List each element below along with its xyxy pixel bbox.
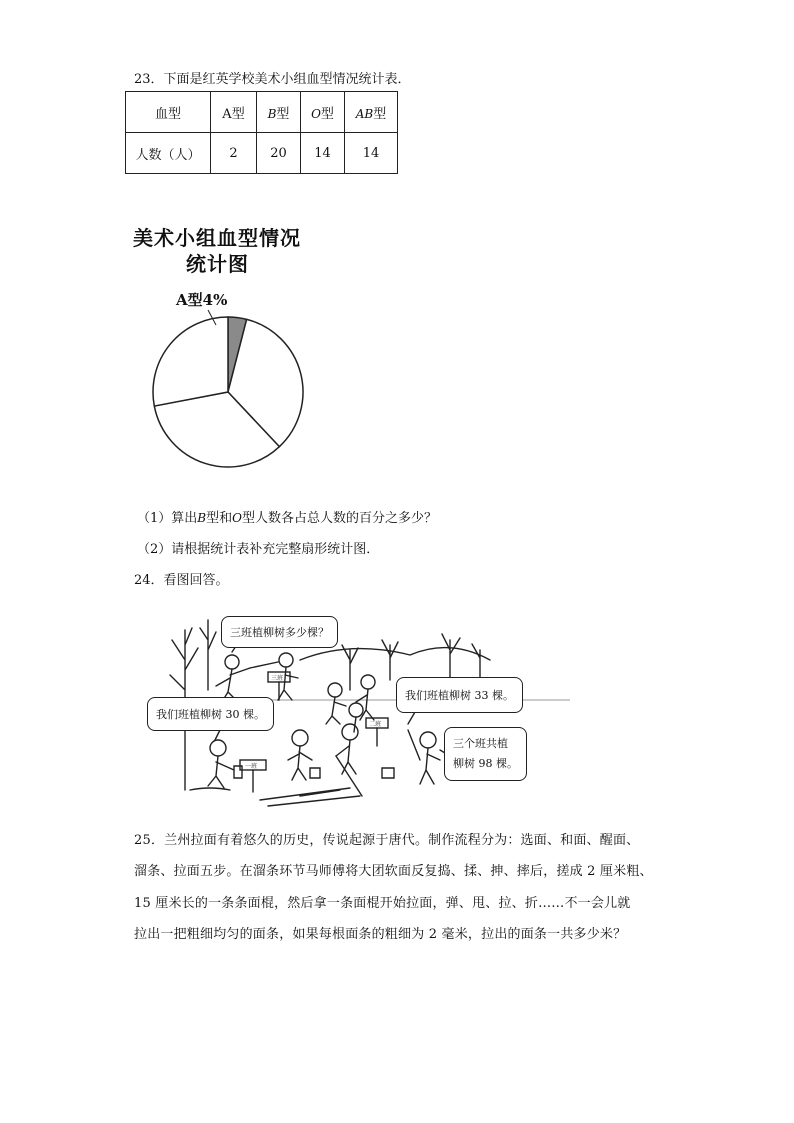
person-body (354, 717, 356, 732)
bubble-pointer (215, 730, 220, 740)
bucket-icon (382, 768, 394, 778)
table-row-label: 人数（人） (126, 133, 211, 174)
table-header-ab (345, 92, 398, 133)
shovel-icon (408, 730, 420, 760)
table-cell: 2 (211, 133, 257, 174)
person-head (420, 732, 436, 748)
pie-slice-label: A型4% (176, 291, 228, 309)
type-suffix: 型 (276, 106, 290, 122)
type-letter: AB (355, 106, 374, 121)
type-suffix: 型 (373, 106, 387, 122)
person-head (225, 655, 239, 669)
sub1-o-letter: O (232, 511, 242, 525)
type-letter: B (267, 106, 277, 121)
person-body (326, 697, 346, 724)
sub1-part: （1）算出 (137, 511, 198, 526)
speech-bubble-left: 我们班植柳树 30 棵。 (147, 697, 274, 731)
table-header-label: 血型 (126, 92, 211, 133)
blood-type-table (125, 91, 398, 174)
person-body (208, 756, 234, 788)
table-header-row (126, 92, 398, 133)
q25-line2: 溜条、拉面五步。在溜条环节马师傅将大团软面反复捣、揉、抻、摔后，搓成 2 厘米粗、 (134, 864, 653, 879)
person-body (336, 740, 356, 774)
pie-chart (130, 285, 330, 485)
person-head (342, 724, 358, 740)
bubble-pointer (408, 712, 415, 724)
bucket-icon (310, 768, 320, 778)
logs-icon (260, 788, 360, 806)
q25-line4: 拉出一把粗细均匀的面条，如果每根面条的粗细为 2 毫米，拉出的面条一共多少米？ (134, 927, 627, 942)
person-head (279, 653, 293, 667)
person-body (420, 748, 440, 784)
tree-icon (382, 640, 398, 680)
q23-sub2: （2）请根据统计表补充完整扇形统计图． (137, 542, 380, 557)
chart-title-line1: 美术小组血型情况 (133, 226, 301, 250)
tree-icon (200, 620, 216, 690)
ground-mound (190, 788, 230, 790)
table-header-o (301, 92, 345, 133)
type-letter: O (311, 106, 321, 121)
bubble-line: 柳树 98 棵。 (453, 757, 518, 770)
sub1-part: 型和 (206, 511, 233, 526)
shovel-icon (250, 662, 278, 668)
sub1-b-letter: B (197, 511, 207, 525)
speech-bubble-top: 三班植柳树多少棵？ (221, 616, 338, 648)
sign-label: 一班 (245, 764, 258, 770)
person-head (328, 683, 342, 697)
speech-bubble-right: 我们班植柳树 33 棵。 (396, 677, 523, 713)
tree-icon (342, 645, 358, 690)
table-header-b (257, 92, 301, 133)
q24-title: 24．看图回答。 (134, 573, 229, 588)
person-head (349, 703, 363, 717)
table-header-a (211, 92, 257, 133)
person-body (288, 746, 312, 780)
type-letter: A (222, 106, 232, 122)
q25-line3: 15 厘米长的一条条面棍，然后拿一条面棍开始拉面，弹、甩、拉、折……不一会儿就 (134, 896, 631, 911)
sub1-part: 型人数各占总人数的百分之多少？ (241, 511, 437, 526)
sign-label: 二班 (369, 722, 382, 728)
table-cell: 20 (257, 133, 301, 174)
table-cell: 14 (301, 133, 345, 174)
person-body (356, 689, 374, 720)
person-head (210, 740, 226, 756)
sign-label: 三班 (271, 676, 284, 682)
type-suffix: 型 (231, 106, 245, 122)
table-cell: 14 (345, 133, 398, 174)
q23-title: 23．下面是红英学校美术小组血型情况统计表． (134, 72, 411, 87)
chart-title-line2: 统计图 (186, 252, 249, 276)
bucket-icon (234, 766, 242, 778)
person-head (292, 730, 308, 746)
q23-sub1 (137, 507, 437, 526)
table-row (126, 133, 398, 174)
q25-line1: 25．兰州拉面有着悠久的历史，传说起源于唐代。制作流程分为：选面、和面、醒面、 (134, 833, 640, 848)
type-suffix: 型 (320, 106, 334, 122)
tree-icon (472, 644, 480, 680)
speech-bubble-bottom (444, 727, 527, 781)
person-head (361, 675, 375, 689)
pie-slice-3 (153, 317, 228, 406)
bubble-line: 三个班共植 (453, 737, 508, 750)
tree-icon (442, 634, 460, 680)
